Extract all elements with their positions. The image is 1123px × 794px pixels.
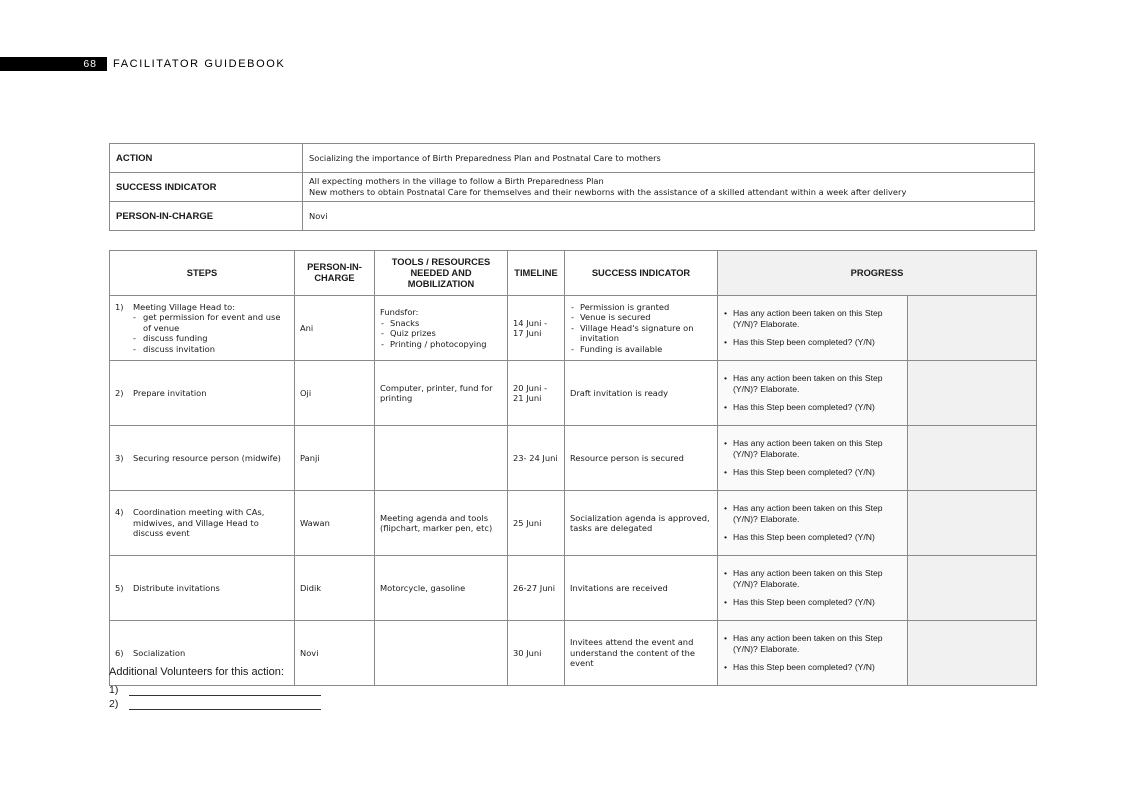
- success-item: - Permission is granted: [570, 302, 712, 313]
- success-indicator-value: [303, 173, 1035, 202]
- success-item: - Venue is secured: [570, 312, 712, 323]
- progress-question: • Has this Step been completed? (Y/N): [724, 337, 903, 348]
- progress-question: • Has any action been taken on this Step (Y/N)? Elaborate.: [724, 503, 903, 524]
- success-cell: Socialization agenda is approved, tasks are delegated: [565, 491, 718, 556]
- progress-answer-cell[interactable]: [908, 556, 1037, 621]
- progress-questions-cell: [718, 491, 908, 556]
- success-cell: Draft invitation is ready: [565, 361, 718, 426]
- tools-cell: Computer, printer, fund for printing: [375, 361, 508, 426]
- step-text: Socialization: [133, 647, 186, 658]
- success-indicator-line: All expecting mothers in the village to follow a Birth Preparedness Plan: [309, 176, 604, 186]
- timeline-cell: 20 Juni - 21 Juni: [508, 361, 565, 426]
- volunteer-blank-field[interactable]: [129, 699, 321, 710]
- step-cell: [110, 361, 295, 426]
- volunteer-number: 1): [109, 684, 119, 696]
- person-cell: Novi: [295, 621, 375, 686]
- page-number: 68: [0, 57, 107, 71]
- success-indicator-line: New mothers to obtain Postnatal Care for themselves and their newborns with the assistance of a skilled attendant within a week after delivery: [309, 187, 907, 197]
- progress-question: • Has any action been taken on this Step (Y/N)? Elaborate.: [724, 438, 903, 459]
- volunteers-title: Additional Volunteers for this action:: [109, 666, 284, 678]
- action-row: [110, 144, 1035, 173]
- step-sub-item: - discuss funding: [133, 333, 289, 344]
- person-cell: Oji: [295, 361, 375, 426]
- success-indicator-row: [110, 173, 1035, 202]
- guidebook-title: FACILITATOR GUIDEBOOK: [113, 58, 286, 70]
- step-cell: [110, 556, 295, 621]
- progress-questions-cell: [718, 426, 908, 491]
- person-cell: Didik: [295, 556, 375, 621]
- tools-cell: Motorcycle, gasoline: [375, 556, 508, 621]
- progress-question: • Has any action been taken on this Step (Y/N)? Elaborate.: [724, 568, 903, 589]
- table-row: [110, 426, 1037, 491]
- person-cell: Wawan: [295, 491, 375, 556]
- person-in-charge-value: [303, 202, 1035, 231]
- progress-answer-cell[interactable]: [908, 621, 1037, 686]
- timeline-cell: 26-27 Juni: [508, 556, 565, 621]
- additional-volunteers: [109, 666, 321, 710]
- person-cell: Ani: [295, 296, 375, 361]
- progress-question: • Has any action been taken on this Step (Y/N)? Elaborate.: [724, 373, 903, 394]
- success-indicator-label: SUCCESS INDICATOR: [110, 173, 303, 202]
- success-cell: Resource person is secured: [565, 426, 718, 491]
- success-cell: Invitees attend the event and understand the content of the event: [565, 621, 718, 686]
- step-cell: [110, 296, 295, 361]
- tools-cell: [375, 426, 508, 491]
- tools-title: Fundsfor:: [380, 307, 419, 317]
- success-cell: [565, 296, 718, 361]
- success-cell: Invitations are received: [565, 556, 718, 621]
- step-text: Meeting Village Head to:: [133, 301, 236, 312]
- progress-answer-cell[interactable]: [908, 426, 1037, 491]
- step-number: 1): [115, 301, 124, 312]
- step-sub-item: - discuss invitation: [133, 344, 289, 355]
- volunteer-number: 2): [109, 698, 119, 710]
- tools-cell: Meeting agenda and tools (flipchart, marker pen, etc): [375, 491, 508, 556]
- tools-item: - Snacks: [380, 318, 502, 329]
- step-text: Securing resource person (midwife): [133, 452, 281, 463]
- step-text: Distribute invitations: [133, 582, 220, 593]
- header-progress: PROGRESS: [718, 251, 1037, 296]
- tools-item: - Printing / photocopying: [380, 339, 502, 350]
- step-cell: [110, 426, 295, 491]
- table-row: [110, 296, 1037, 361]
- timeline-cell: 25 Juni: [508, 491, 565, 556]
- action-label: ACTION: [110, 144, 303, 173]
- person-in-charge-row: [110, 202, 1035, 231]
- person-in-charge-line: Novi: [309, 210, 328, 221]
- header-steps: STEPS: [110, 251, 295, 296]
- step-sub-item: - get permission for event and use of venue: [133, 312, 289, 333]
- progress-questions-cell: [718, 296, 908, 361]
- timeline-cell: 14 Juni - 17 Juni: [508, 296, 565, 361]
- step-number: 5): [115, 582, 124, 593]
- progress-question: • Has any action been taken on this Step (Y/N)? Elaborate.: [724, 308, 903, 329]
- progress-question: • Has this Step been completed? (Y/N): [724, 532, 903, 543]
- table-row: [110, 556, 1037, 621]
- step-cell: [110, 491, 295, 556]
- action-summary-table: [109, 143, 1035, 231]
- step-number: 4): [115, 507, 124, 518]
- progress-question: • Has this Step been completed? (Y/N): [724, 597, 903, 608]
- progress-answer-cell[interactable]: [908, 361, 1037, 426]
- progress-answer-cell[interactable]: [908, 491, 1037, 556]
- step-text: Coordination meeting with CAs, midwives, and Village Head to discuss event: [133, 507, 265, 539]
- step-text: Prepare invitation: [133, 387, 207, 398]
- volunteer-blank-field[interactable]: [129, 685, 321, 696]
- table-row: [110, 361, 1037, 426]
- success-item: - Funding is available: [570, 344, 712, 355]
- success-item: - Village Head's signature on invitation: [570, 323, 712, 344]
- tools-item: - Quiz prizes: [380, 328, 502, 339]
- progress-question: • Has this Step been completed? (Y/N): [724, 402, 903, 413]
- step-number: 2): [115, 387, 124, 398]
- step-number: 3): [115, 452, 124, 463]
- tools-cell: [375, 621, 508, 686]
- progress-questions-cell: [718, 621, 908, 686]
- steps-table: [109, 250, 1037, 686]
- progress-question: • Has this Step been completed? (Y/N): [724, 662, 903, 673]
- person-in-charge-label: PERSON-IN-CHARGE: [110, 202, 303, 231]
- progress-questions-cell: [718, 361, 908, 426]
- header-success-indicator: SUCCESS INDICATOR: [565, 251, 718, 296]
- timeline-cell: 23- 24 Juni: [508, 426, 565, 491]
- header-tools: TOOLS / RESOURCES NEEDED AND MOBILIZATION: [375, 251, 508, 296]
- person-cell: Panji: [295, 426, 375, 491]
- progress-question: • Has any action been taken on this Step (Y/N)? Elaborate.: [724, 633, 903, 654]
- volunteer-line: [109, 696, 321, 710]
- page-header: [0, 57, 285, 71]
- tools-cell: [375, 296, 508, 361]
- steps-header-row: [110, 251, 1037, 296]
- action-value-line: Socializing the importance of Birth Preparedness Plan and Postnatal Care to mothers: [309, 152, 661, 163]
- progress-question: • Has this Step been completed? (Y/N): [724, 467, 903, 478]
- progress-answer-cell[interactable]: [908, 296, 1037, 361]
- step-number: 6): [115, 647, 124, 658]
- header-timeline: TIMELINE: [508, 251, 565, 296]
- progress-questions-cell: [718, 556, 908, 621]
- action-value: [303, 144, 1035, 173]
- table-row: [110, 491, 1037, 556]
- header-person-in-charge: PERSON-IN-CHARGE: [295, 251, 375, 296]
- volunteer-line: [109, 682, 321, 696]
- timeline-cell: 30 Juni: [508, 621, 565, 686]
